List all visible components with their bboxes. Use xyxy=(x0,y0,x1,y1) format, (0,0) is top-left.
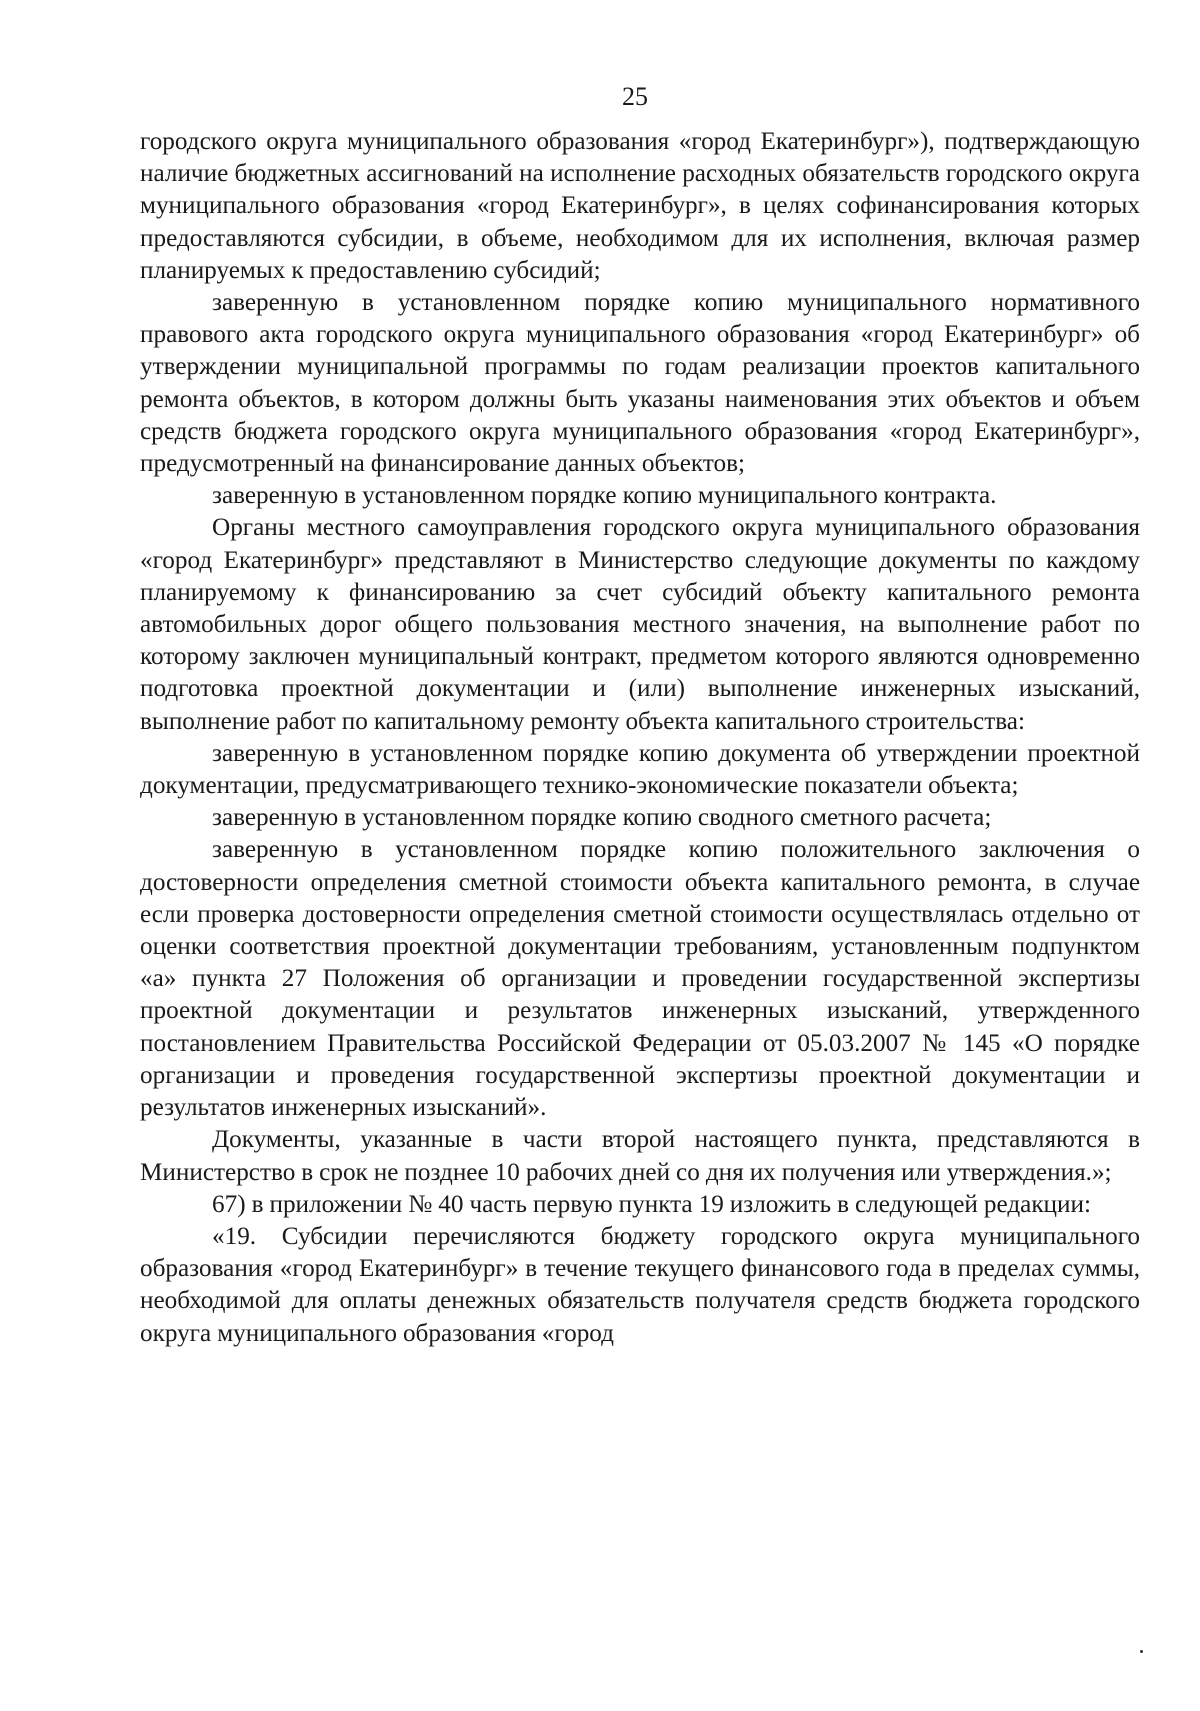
paragraph-item-19: «19. Субсидии перечисляются бюджету городского округа муниципального образования «город Екатеринбург» в течение текущего финансового года в пределах суммы, необходимой для оплаты денежных обязательств получателя средств бюджета городского округа муниципального образования «город xyxy=(140,1222,1140,1347)
paragraph-program-act-copy: заверенную в установленном порядке копию муниципального нормативного правового акта городского округа муниципального образования «город Екатеринбург» об утверждении муниципальной программы по годам реализации проектов капитального ремонта объектов, в котором должны быть указаны наименования этих объектов и объем средств бюджета городского округа муниципального образования «город Екатеринбург», предусмотренный на финансирование данных объектов; xyxy=(140,289,1140,478)
paragraph-expert-conclusion-copy: заверенную в установленном порядке копию положительного заключения о достоверности определения сметной стоимости объекта капитального ремонта, в случае если проверка достоверности определения сметной стоимости осуществлялась отдельно от оценки соответствия проектной документации требованиям, установленным подпунктом «а» пункта 27 Положения об организации и проведении государственной экспертизы проектной документации и результатов инженерных изысканий, утвержденного постановлением Правительства Российской Федерации от 05.03.2007 № 145 «О порядке организации и проведения государственной экспертизы проектной документации и результатов инженерных изысканий». xyxy=(140,836,1140,1122)
paragraph-contract-copy: заверенную в установленном порядке копию муниципального контракта. xyxy=(212,482,997,510)
paragraph-design-approval-copy: заверенную в установленном порядке копию документа об утверждении проектной документации, предусматривающего технико-экономические показатели объекта; xyxy=(140,739,1140,800)
document-body xyxy=(140,126,1140,1350)
paragraph-estimate-copy: заверенную в установленном порядке копию сводного сметного расчета; xyxy=(212,804,992,832)
scan-speck xyxy=(1140,1650,1143,1653)
paragraph-item-67: 67) в приложении № 40 часть первую пункта 19 изложить в следующей редакции: xyxy=(212,1190,1091,1218)
paragraph-local-authorities: Органы местного самоуправления городского округа муниципального образования «город Екатеринбург» представляют в Министерство следующие документы по каждому планируемому к финансированию за счет субсидий объекту капитального ремонта автомобильных дорог общего пользования местного значения, на выполнение работ по которому заключен муниципальный контракт, предметом которого являются одновременно подготовка проектной документации и (или) выполнение инженерных изысканий, выполнение работ по капитальному ремонту объекта капитального строительства: xyxy=(140,514,1140,735)
paragraph-submission-deadline: Документы, указанные в части второй настоящего пункта, представляются в Министерство в срок не позднее 10 рабочих дней со дня их получения или утверждения.»; xyxy=(140,1126,1140,1186)
page-number: 25 xyxy=(622,82,648,111)
paragraph-budget-extract: городского округа муниципального образования «город Екатеринбург»), подтверждающую наличие бюджетных ассигнований на исполнение расходных обязательств городского округа муниципального образования «город Екатеринбург», в целях софинансирования которых предоставляются субсидии, в объеме, необходимом для их исполнения, включая размер планируемых к предоставлению субсидий; xyxy=(140,128,1140,284)
